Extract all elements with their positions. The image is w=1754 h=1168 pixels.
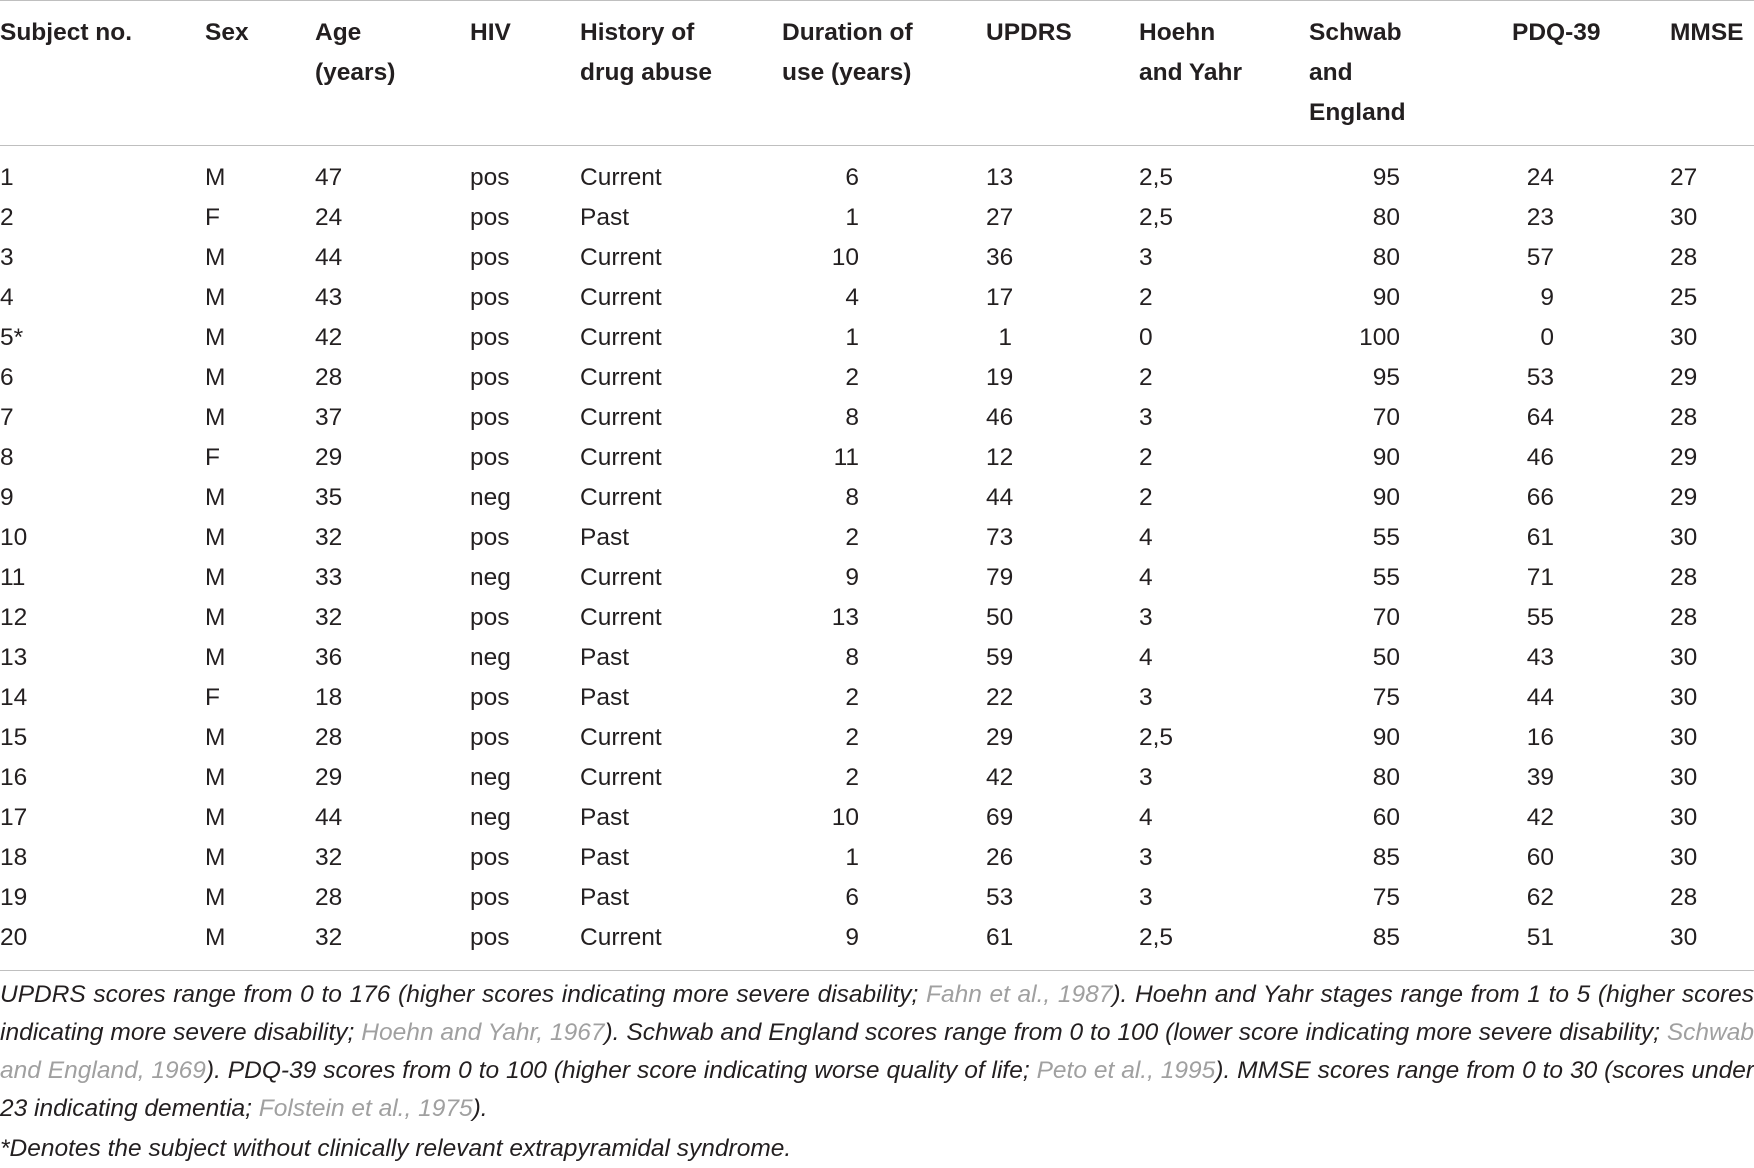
cell-schwab-england: 95 xyxy=(1372,164,1400,191)
cell-mmse: 28 xyxy=(1670,404,1698,431)
cell-mmse: 30 xyxy=(1670,804,1698,831)
cell-hoehn-yahr: 3 xyxy=(1139,404,1153,431)
cell-pdq39: 51 xyxy=(1512,918,1670,971)
cell-mmse: 29 xyxy=(1670,364,1698,391)
cell-updrs: 19 xyxy=(986,364,1014,391)
cell-mmse: 30 xyxy=(1670,684,1698,711)
cell-updrs: 26 xyxy=(986,844,1014,871)
cell-pdq39: 44 xyxy=(1526,684,1554,711)
table-row xyxy=(0,598,1754,638)
cell-schwab-england: 100 xyxy=(1359,324,1400,351)
cell-duration: 8 xyxy=(845,484,859,511)
table-body xyxy=(0,146,1754,971)
note-text: ). Hoehn and Yahr stages range from 1 to 5 (higher scores indicating more severe disability; xyxy=(0,981,1754,1046)
cell-history: Past xyxy=(580,884,630,911)
table-row xyxy=(0,798,1754,838)
cell-subject: 13 xyxy=(0,644,28,671)
cell-age: 28 xyxy=(315,884,343,911)
cell-history: Current xyxy=(580,604,662,631)
cell-schwab-england: 70 xyxy=(1372,404,1400,431)
cell-hiv: pos xyxy=(470,684,510,711)
cell-duration: 8 xyxy=(845,404,859,431)
footnote: *Denotes the subject without clinically relevant extrapyramidal syndrome. xyxy=(0,1135,792,1162)
cell-history: Current xyxy=(580,724,662,751)
table-row xyxy=(0,758,1754,798)
col-subject: Subject no. xyxy=(0,1,205,146)
cell-sex: M xyxy=(205,404,226,431)
cell-age: 29 xyxy=(315,444,343,471)
cell-hiv: pos xyxy=(470,724,510,751)
cell-subject: 16 xyxy=(0,764,28,791)
cell-hiv: neg xyxy=(470,484,511,511)
col-duration: Duration of use (years) xyxy=(782,1,986,146)
cell-mmse: 30 xyxy=(1670,324,1698,351)
table-row xyxy=(0,398,1754,438)
cell-duration: 6 xyxy=(845,884,859,911)
cell-mmse: 29 xyxy=(1670,484,1698,511)
cell-subject: 17 xyxy=(0,804,28,831)
cell-history: Past xyxy=(580,644,630,671)
cell-history: Current xyxy=(580,404,662,431)
cell-history: Current xyxy=(580,164,662,191)
cell-age: 32 xyxy=(315,844,343,871)
cell-duration: 9 xyxy=(782,918,986,971)
cell-age: 29 xyxy=(315,764,343,791)
cell-mmse: 28 xyxy=(1670,604,1698,631)
cell-mmse: 30 xyxy=(1670,724,1698,751)
cell-updrs: 42 xyxy=(986,764,1014,791)
cell-pdq39: 23 xyxy=(1526,204,1554,231)
cell-age: 36 xyxy=(315,644,343,671)
cell-subject: 20 xyxy=(0,918,205,971)
cell-hiv: neg xyxy=(470,804,511,831)
cell-schwab-england: 55 xyxy=(1372,564,1400,591)
cell-schwab-england: 90 xyxy=(1372,444,1400,471)
cell-hiv: neg xyxy=(470,764,511,791)
cell-mmse: 28 xyxy=(1670,564,1698,591)
table-row xyxy=(0,518,1754,558)
cell-mmse: 29 xyxy=(1670,444,1698,471)
cell-updrs: 12 xyxy=(986,444,1014,471)
col-updrs: UPDRS xyxy=(986,1,1139,146)
cell-mmse: 30 xyxy=(1670,644,1698,671)
cell-history: Past xyxy=(580,524,630,551)
cell-hoehn-yahr: 2,5 xyxy=(1139,204,1174,231)
cell-sex: M xyxy=(205,484,226,511)
cell-sex: F xyxy=(205,204,220,231)
cell-sex: M xyxy=(205,164,226,191)
cell-schwab-england: 90 xyxy=(1372,284,1400,311)
cell-sex: M xyxy=(205,764,226,791)
cell-hoehn-yahr: 0 xyxy=(1139,324,1153,351)
cell-pdq39: 53 xyxy=(1526,364,1554,391)
cell-pdq39: 42 xyxy=(1526,804,1554,831)
table-notes xyxy=(0,976,1754,1128)
cell-age: 47 xyxy=(315,164,343,191)
cell-duration: 2 xyxy=(845,724,859,751)
col-age: Age (years) xyxy=(315,1,470,146)
cell-subject: 14 xyxy=(0,684,28,711)
cell-mmse: 30 xyxy=(1670,204,1698,231)
table-row xyxy=(0,718,1754,758)
cell-pdq39: 57 xyxy=(1526,244,1554,271)
cell-hiv: neg xyxy=(470,644,511,671)
cell-hoehn-yahr: 2,5 xyxy=(1139,724,1174,751)
cell-hoehn-yahr: 2 xyxy=(1139,364,1153,391)
cell-mmse: 30 xyxy=(1670,918,1754,971)
cell-age: 28 xyxy=(315,724,343,751)
cell-schwab-england: 90 xyxy=(1372,484,1400,511)
cell-pdq39: 55 xyxy=(1526,604,1554,631)
reference-link[interactable]: Fahn et al., 1987 xyxy=(925,981,1113,1008)
table-row xyxy=(0,146,1754,199)
cell-schwab-england: 50 xyxy=(1372,644,1400,671)
cell-pdq39: 9 xyxy=(1540,284,1554,311)
cell-hiv: pos xyxy=(470,404,510,431)
reference-link[interactable]: Schwab and England, 1969 xyxy=(0,1019,1754,1084)
cell-history: Current xyxy=(580,484,662,511)
cell-schwab-england: 80 xyxy=(1372,244,1400,271)
table-row xyxy=(0,438,1754,478)
cell-hoehn-yahr: 2 xyxy=(1139,444,1153,471)
cell-hiv: pos xyxy=(470,284,510,311)
table-row xyxy=(0,678,1754,718)
cell-hoehn-yahr: 2,5 xyxy=(1139,918,1309,971)
cell-schwab-england: 90 xyxy=(1372,724,1400,751)
cell-duration: 10 xyxy=(831,244,859,271)
table-row xyxy=(0,878,1754,918)
cell-pdq39: 60 xyxy=(1526,844,1554,871)
cell-updrs: 13 xyxy=(986,164,1014,191)
cell-age: 18 xyxy=(315,684,343,711)
cell-updrs: 61 xyxy=(986,918,1139,971)
table-row xyxy=(0,198,1754,238)
reference-link[interactable]: Hoehn and Yahr, 1967 xyxy=(361,1019,605,1046)
cell-age: 37 xyxy=(315,404,343,431)
cell-age: 32 xyxy=(315,524,343,551)
cell-hoehn-yahr: 4 xyxy=(1139,564,1153,591)
cell-pdq39: 46 xyxy=(1526,444,1554,471)
table-row xyxy=(0,838,1754,878)
cell-age: 42 xyxy=(315,324,343,351)
cell-duration: 1 xyxy=(845,324,859,351)
cell-duration: 13 xyxy=(831,604,859,631)
cell-history: Current xyxy=(580,918,782,971)
table-row xyxy=(0,478,1754,518)
cell-hoehn-yahr: 4 xyxy=(1139,644,1153,671)
cell-duration: 6 xyxy=(845,164,859,191)
table-row xyxy=(0,638,1754,678)
cell-duration: 11 xyxy=(833,444,859,471)
cell-hiv: pos xyxy=(470,164,510,191)
cell-hoehn-yahr: 2 xyxy=(1139,484,1153,511)
cell-updrs: 73 xyxy=(986,524,1014,551)
note-text: ). Schwab and England scores range from 0 to 100 (lower score indicating more severe disability; xyxy=(604,1019,1667,1046)
cell-schwab-england: 70 xyxy=(1372,604,1400,631)
cell-history: Current xyxy=(580,284,662,311)
cell-pdq39: 64 xyxy=(1526,404,1554,431)
cell-sex: M xyxy=(205,644,226,671)
table-row xyxy=(0,278,1754,318)
cell-pdq39: 61 xyxy=(1526,524,1554,551)
cell-mmse: 27 xyxy=(1670,164,1698,191)
cell-subject: 4 xyxy=(0,284,14,311)
reference-link[interactable]: Peto et al., 1995 xyxy=(1036,1057,1216,1084)
cell-updrs: 27 xyxy=(986,204,1014,231)
col-sex: Sex xyxy=(205,1,315,146)
cell-history: Past xyxy=(580,844,630,871)
col-pdq39: PDQ-39 xyxy=(1512,1,1670,146)
header-row xyxy=(0,1,1754,146)
cell-sex: M xyxy=(205,324,226,351)
cell-schwab-england: 85 xyxy=(1309,918,1512,971)
cell-subject: 15 xyxy=(0,724,28,751)
cell-age: 28 xyxy=(315,364,343,391)
cell-mmse: 28 xyxy=(1670,884,1698,911)
cell-duration: 2 xyxy=(845,684,859,711)
cell-hiv: pos xyxy=(470,844,510,871)
note-text: UPDRS scores range from 0 to 176 (higher scores indicating more severe disability; xyxy=(0,981,926,1008)
cell-mmse: 28 xyxy=(1670,244,1698,271)
cell-subject: 2 xyxy=(0,204,14,231)
cell-pdq39: 24 xyxy=(1526,164,1554,191)
cell-schwab-england: 75 xyxy=(1372,884,1400,911)
table-row xyxy=(0,238,1754,278)
cell-updrs: 46 xyxy=(986,404,1014,431)
col-hiv: HIV xyxy=(470,1,580,146)
cell-subject: 10 xyxy=(0,524,28,551)
cell-sex: M xyxy=(205,724,226,751)
cell-age: 32 xyxy=(315,918,470,971)
cell-duration: 2 xyxy=(845,364,859,391)
cell-pdq39: 0 xyxy=(1540,324,1554,351)
cell-age: 33 xyxy=(315,564,343,591)
cell-hiv: pos xyxy=(470,204,510,231)
cell-duration: 10 xyxy=(831,804,859,831)
cell-duration: 9 xyxy=(845,564,859,591)
cell-sex: M xyxy=(205,524,226,551)
cell-hoehn-yahr: 3 xyxy=(1139,844,1153,871)
cell-subject: 1 xyxy=(0,164,14,191)
cell-mmse: 30 xyxy=(1670,524,1698,551)
cell-subject: 11 xyxy=(0,564,26,591)
cell-pdq39: 39 xyxy=(1526,764,1554,791)
cell-schwab-england: 80 xyxy=(1372,204,1400,231)
note-text: ). PDQ-39 scores from 0 to 100 (higher score indicating worse quality of life; xyxy=(205,1057,1037,1084)
cell-duration: 2 xyxy=(845,524,859,551)
cell-pdq39: 62 xyxy=(1526,884,1554,911)
cell-hiv: pos xyxy=(470,604,510,631)
cell-history: Current xyxy=(580,244,662,271)
cell-sex: M xyxy=(205,604,226,631)
cell-hiv: pos xyxy=(470,524,510,551)
cell-history: Past xyxy=(580,804,630,831)
cell-duration: 4 xyxy=(845,284,859,311)
cell-duration: 1 xyxy=(845,844,859,871)
cell-schwab-england: 75 xyxy=(1372,684,1400,711)
table-row xyxy=(0,918,1754,971)
cell-age: 44 xyxy=(315,804,343,831)
cell-subject: 12 xyxy=(0,604,28,631)
cell-schwab-england: 85 xyxy=(1372,844,1400,871)
cell-hoehn-yahr: 3 xyxy=(1139,684,1153,711)
table-row xyxy=(0,558,1754,598)
cell-subject: 8 xyxy=(0,444,14,471)
cell-pdq39: 16 xyxy=(1526,724,1554,751)
cell-hoehn-yahr: 2 xyxy=(1139,284,1153,311)
cell-mmse: 30 xyxy=(1670,844,1698,871)
reference-link[interactable]: Folstein et al., 1975 xyxy=(258,1095,473,1122)
cell-hoehn-yahr: 3 xyxy=(1139,244,1153,271)
cell-hiv: pos xyxy=(470,244,510,271)
cell-subject: 5* xyxy=(0,324,24,351)
cell-subject: 7 xyxy=(0,404,14,431)
cell-duration: 8 xyxy=(845,644,859,671)
col-schwab-england: Schwab and England xyxy=(1309,1,1512,146)
cell-hiv: pos xyxy=(470,884,510,911)
note-text: ). MMSE scores range from 0 to 30 (scores under 23 indicating dementia; xyxy=(0,1057,1754,1122)
cell-sex: M xyxy=(205,884,226,911)
cell-sex: M xyxy=(205,804,226,831)
cell-sex: M xyxy=(205,364,226,391)
cell-hiv: neg xyxy=(470,564,511,591)
note-text: ). xyxy=(472,1095,488,1122)
cell-updrs: 69 xyxy=(986,804,1014,831)
cell-updrs: 1 xyxy=(998,324,1012,351)
cell-schwab-england: 55 xyxy=(1372,524,1400,551)
cell-hoehn-yahr: 4 xyxy=(1139,524,1153,551)
cell-updrs: 79 xyxy=(986,564,1014,591)
cell-sex: M xyxy=(205,564,226,591)
cell-schwab-england: 60 xyxy=(1372,804,1400,831)
cell-sex: F xyxy=(205,684,220,711)
cell-history: Past xyxy=(580,684,630,711)
cell-updrs: 53 xyxy=(986,884,1014,911)
cell-age: 24 xyxy=(315,204,343,231)
cell-history: Current xyxy=(580,764,662,791)
col-mmse: MMSE xyxy=(1670,1,1754,146)
cell-hoehn-yahr: 3 xyxy=(1139,764,1153,791)
cell-hiv: pos xyxy=(470,364,510,391)
col-history: History of drug abuse xyxy=(580,1,782,146)
cell-sex: M xyxy=(205,284,226,311)
cell-pdq39: 43 xyxy=(1526,644,1554,671)
cell-sex: M xyxy=(205,244,226,271)
cell-duration: 2 xyxy=(845,764,859,791)
col-hoehn-yahr: Hoehn and Yahr xyxy=(1139,1,1309,146)
cell-history: Current xyxy=(580,364,662,391)
table-row xyxy=(0,358,1754,398)
cell-age: 43 xyxy=(315,284,343,311)
cell-hoehn-yahr: 2,5 xyxy=(1139,164,1174,191)
cell-age: 44 xyxy=(315,244,343,271)
cell-updrs: 29 xyxy=(986,724,1014,751)
cell-hoehn-yahr: 4 xyxy=(1139,804,1153,831)
cell-updrs: 17 xyxy=(986,284,1014,311)
cell-sex: M xyxy=(205,918,315,971)
cell-updrs: 22 xyxy=(986,684,1014,711)
cell-mmse: 25 xyxy=(1670,284,1698,311)
cell-history: Current xyxy=(580,564,662,591)
table-row xyxy=(0,318,1754,358)
cell-schwab-england: 80 xyxy=(1372,764,1400,791)
cell-sex: F xyxy=(205,444,220,471)
cell-pdq39: 66 xyxy=(1526,484,1554,511)
cell-hiv: pos xyxy=(470,918,580,971)
cell-hoehn-yahr: 3 xyxy=(1139,604,1153,631)
cell-hiv: pos xyxy=(470,324,510,351)
cell-updrs: 59 xyxy=(986,644,1014,671)
cell-schwab-england: 95 xyxy=(1372,364,1400,391)
cell-age: 32 xyxy=(315,604,343,631)
cell-duration: 1 xyxy=(845,204,859,231)
cell-pdq39: 71 xyxy=(1526,564,1554,591)
cell-subject: 6 xyxy=(0,364,14,391)
cell-subject: 18 xyxy=(0,844,28,871)
cell-history: Past xyxy=(580,204,630,231)
cell-updrs: 44 xyxy=(986,484,1014,511)
cell-history: Current xyxy=(580,444,662,471)
cell-subject: 19 xyxy=(0,884,28,911)
cell-updrs: 36 xyxy=(986,244,1014,271)
cell-updrs: 50 xyxy=(986,604,1014,631)
cell-hiv: pos xyxy=(470,444,510,471)
cell-age: 35 xyxy=(315,484,343,511)
cell-subject: 9 xyxy=(0,484,14,511)
cell-subject: 3 xyxy=(0,244,14,271)
cell-history: Current xyxy=(580,324,662,351)
cell-mmse: 30 xyxy=(1670,764,1698,791)
cell-hoehn-yahr: 3 xyxy=(1139,884,1153,911)
cell-sex: M xyxy=(205,844,226,871)
